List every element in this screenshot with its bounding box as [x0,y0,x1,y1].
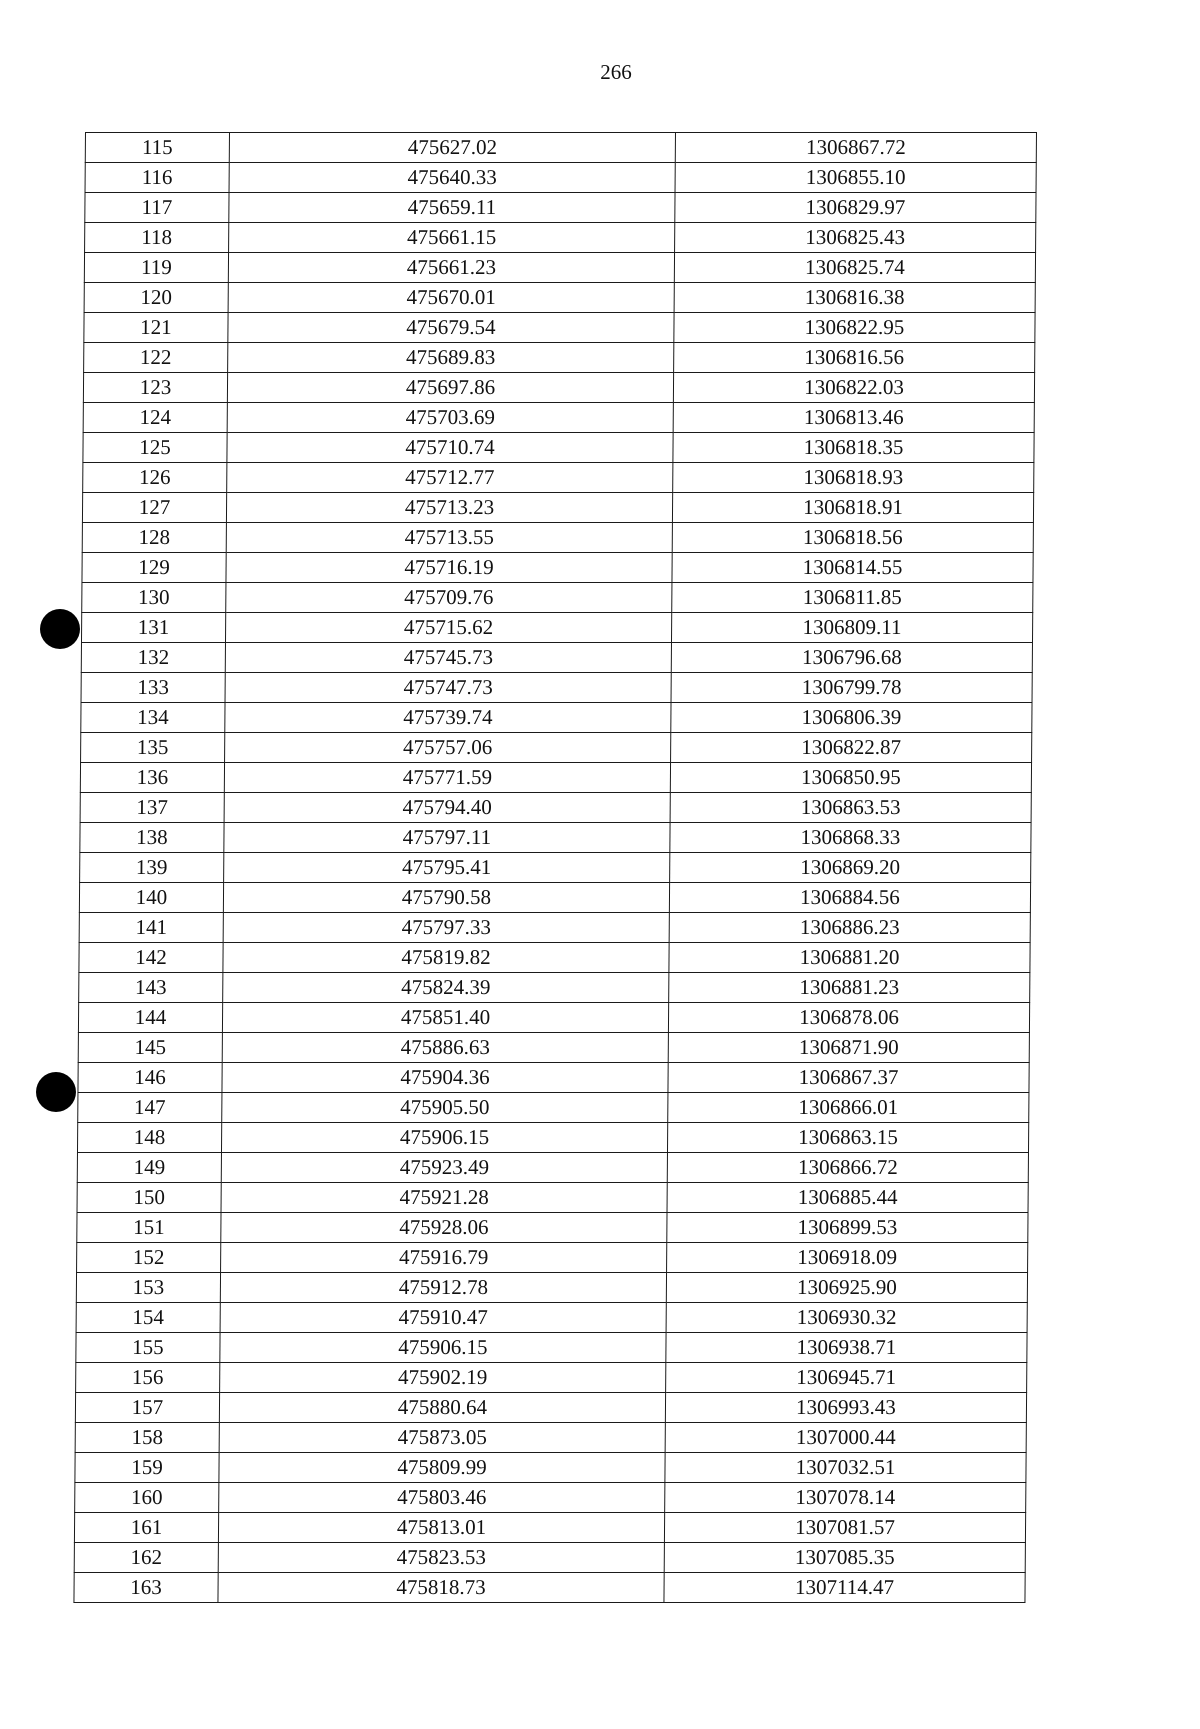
y-coordinate-cell: 1306818.35 [673,433,1034,463]
x-coordinate-cell: 475921.28 [221,1183,667,1213]
y-coordinate-cell: 1306938.71 [666,1333,1027,1363]
table-row [75,1393,1026,1423]
table-row [80,853,1031,883]
point-number-cell: 149 [77,1153,221,1183]
punch-hole [40,609,80,649]
y-coordinate-cell: 1306993.43 [665,1393,1026,1423]
coordinates-table [73,132,1037,1603]
y-coordinate-cell: 1306855.10 [675,163,1036,193]
point-number-cell: 126 [83,463,227,493]
table-row [76,1333,1027,1363]
punch-hole [36,1072,76,1112]
point-number-cell: 117 [85,193,229,223]
point-number-cell: 159 [75,1453,219,1483]
point-number-cell: 144 [78,1003,222,1033]
y-coordinate-cell: 1306818.93 [673,463,1034,493]
y-coordinate-cell: 1306816.56 [674,343,1035,373]
y-coordinate-cell: 1306866.72 [667,1153,1028,1183]
x-coordinate-cell: 475910.47 [220,1303,666,1333]
table-row [80,763,1031,793]
point-number-cell: 129 [82,553,226,583]
y-coordinate-cell: 1306813.46 [673,403,1034,433]
x-coordinate-cell: 475823.53 [218,1543,664,1573]
y-coordinate-cell: 1306814.55 [672,553,1033,583]
point-number-cell: 157 [75,1393,219,1423]
x-coordinate-cell: 475873.05 [219,1423,665,1453]
y-coordinate-cell: 1306796.68 [671,643,1032,673]
point-number-cell: 124 [83,403,227,433]
table-row [81,673,1032,703]
point-number-cell: 115 [85,133,229,163]
x-coordinate-cell: 475818.73 [218,1573,664,1603]
x-coordinate-cell: 475697.86 [227,373,673,403]
x-coordinate-cell: 475880.64 [219,1393,665,1423]
table-row [79,913,1030,943]
table-row [82,583,1033,613]
point-number-cell: 132 [81,643,225,673]
x-coordinate-cell: 475923.49 [221,1153,667,1183]
y-coordinate-cell: 1306829.97 [675,193,1036,223]
x-coordinate-cell: 475906.15 [221,1123,667,1153]
y-coordinate-cell: 1306925.90 [666,1273,1027,1303]
table-row [84,253,1035,283]
table-row [78,1093,1029,1123]
point-number-cell: 128 [82,523,226,553]
table-row [80,823,1031,853]
point-number-cell: 131 [81,613,225,643]
table-row [82,523,1033,553]
table-row [78,1033,1029,1063]
y-coordinate-cell: 1306822.03 [673,373,1034,403]
y-coordinate-cell: 1306867.72 [675,133,1036,163]
x-coordinate-cell: 475679.54 [228,313,674,343]
table-row [78,1063,1029,1093]
point-number-cell: 130 [82,583,226,613]
y-coordinate-cell: 1306918.09 [667,1243,1028,1273]
y-coordinate-cell: 1306871.90 [668,1033,1029,1063]
x-coordinate-cell: 475809.99 [219,1453,665,1483]
table-row [79,943,1030,973]
table-row [84,313,1035,343]
point-number-cell: 123 [83,373,227,403]
y-coordinate-cell: 1306869.20 [670,853,1031,883]
y-coordinate-cell: 1306881.23 [669,973,1030,1003]
x-coordinate-cell: 475928.06 [221,1213,667,1243]
x-coordinate-cell: 475813.01 [218,1513,664,1543]
point-number-cell: 154 [76,1303,220,1333]
table-row [82,493,1033,523]
table-row [75,1423,1026,1453]
y-coordinate-cell: 1306868.33 [670,823,1031,853]
table-row [83,403,1034,433]
y-coordinate-cell: 1306825.74 [674,253,1035,283]
y-coordinate-cell: 1306811.85 [672,583,1033,613]
table-row [79,973,1030,1003]
point-number-cell: 145 [78,1033,222,1063]
x-coordinate-cell: 475790.58 [223,883,669,913]
x-coordinate-cell: 475712.77 [227,463,673,493]
point-number-cell: 133 [81,673,225,703]
point-number-cell: 162 [74,1543,218,1573]
table-row [75,1453,1026,1483]
x-coordinate-cell: 475739.74 [225,703,671,733]
point-number-cell: 140 [79,883,223,913]
y-coordinate-cell: 1306867.37 [668,1063,1029,1093]
table-row [77,1243,1028,1273]
table-row [78,1003,1029,1033]
x-coordinate-cell: 475747.73 [225,673,671,703]
y-coordinate-cell: 1306850.95 [670,763,1031,793]
table-row [83,373,1034,403]
y-coordinate-cell: 1306881.20 [669,943,1030,973]
x-coordinate-cell: 475661.15 [229,223,675,253]
point-number-cell: 155 [76,1333,220,1363]
x-coordinate-cell: 475912.78 [220,1273,666,1303]
x-coordinate-cell: 475689.83 [228,343,674,373]
x-coordinate-cell: 475703.69 [227,403,673,433]
x-coordinate-cell: 475803.46 [219,1483,665,1513]
table-row [76,1363,1027,1393]
table-row [83,463,1034,493]
table-row [81,703,1032,733]
y-coordinate-cell: 1306863.53 [670,793,1031,823]
point-number-cell: 148 [77,1123,221,1153]
y-coordinate-cell: 1306818.56 [672,523,1033,553]
point-number-cell: 135 [81,733,225,763]
x-coordinate-cell: 475771.59 [224,763,670,793]
x-coordinate-cell: 475824.39 [223,973,669,1003]
table-row [84,283,1035,313]
table-row [77,1183,1028,1213]
y-coordinate-cell: 1306822.87 [671,733,1032,763]
x-coordinate-cell: 475905.50 [222,1093,668,1123]
page-number: 266 [600,60,632,84]
y-coordinate-cell: 1307000.44 [665,1423,1026,1453]
point-number-cell: 147 [78,1093,222,1123]
x-coordinate-cell: 475757.06 [225,733,671,763]
table-row [79,883,1030,913]
y-coordinate-cell: 1307078.14 [665,1483,1026,1513]
point-number-cell: 152 [77,1243,221,1273]
table-row [82,553,1033,583]
point-number-cell: 116 [85,163,229,193]
y-coordinate-cell: 1306822.95 [674,313,1035,343]
table-row [85,223,1036,253]
table-row [74,1543,1025,1573]
point-number-cell: 122 [84,343,228,373]
point-number-cell: 150 [77,1183,221,1213]
x-coordinate-cell: 475904.36 [222,1063,668,1093]
table-row [76,1303,1027,1333]
y-coordinate-cell: 1306884.56 [669,883,1030,913]
x-coordinate-cell: 475794.40 [224,793,670,823]
point-number-cell: 160 [75,1483,219,1513]
x-coordinate-cell: 475916.79 [221,1243,667,1273]
point-number-cell: 137 [80,793,224,823]
table-row [75,1483,1026,1513]
point-number-cell: 138 [80,823,224,853]
point-number-cell: 153 [76,1273,220,1303]
point-number-cell: 134 [81,703,225,733]
table-row [77,1123,1028,1153]
x-coordinate-cell: 475795.41 [224,853,670,883]
table-row [81,613,1032,643]
y-coordinate-cell: 1306818.91 [672,493,1033,523]
table-row [80,793,1031,823]
y-coordinate-cell: 1306863.15 [667,1123,1028,1153]
y-coordinate-cell: 1306806.39 [671,703,1032,733]
y-coordinate-cell: 1306816.38 [674,283,1035,313]
table-row [77,1153,1028,1183]
point-number-cell: 121 [84,313,228,343]
y-coordinate-cell: 1307114.47 [664,1573,1025,1603]
y-coordinate-cell: 1306886.23 [669,913,1030,943]
x-coordinate-cell: 475713.23 [226,493,672,523]
table-row [81,643,1032,673]
table-row [81,733,1032,763]
point-number-cell: 158 [75,1423,219,1453]
point-number-cell: 127 [82,493,226,523]
point-number-cell: 136 [80,763,224,793]
x-coordinate-cell: 475661.23 [228,253,674,283]
point-number-cell: 141 [79,913,223,943]
table-row [74,1573,1025,1603]
x-coordinate-cell: 475627.02 [229,133,675,163]
y-coordinate-cell: 1307085.35 [664,1543,1025,1573]
point-number-cell: 139 [80,853,224,883]
table-row [85,163,1036,193]
point-number-cell: 163 [74,1573,218,1603]
coordinates-table-body [74,133,1037,1603]
x-coordinate-cell: 475902.19 [220,1363,666,1393]
y-coordinate-cell: 1306866.01 [668,1093,1029,1123]
table-row [77,1213,1028,1243]
y-coordinate-cell: 1306809.11 [671,613,1032,643]
y-coordinate-cell: 1306799.78 [671,673,1032,703]
x-coordinate-cell: 475715.62 [225,613,671,643]
point-number-cell: 125 [83,433,227,463]
point-number-cell: 151 [77,1213,221,1243]
x-coordinate-cell: 475819.82 [223,943,669,973]
x-coordinate-cell: 475851.40 [222,1003,668,1033]
point-number-cell: 161 [74,1513,218,1543]
x-coordinate-cell: 475659.11 [229,193,675,223]
y-coordinate-cell: 1306825.43 [675,223,1036,253]
point-number-cell: 146 [78,1063,222,1093]
point-number-cell: 143 [79,973,223,1003]
point-number-cell: 142 [79,943,223,973]
x-coordinate-cell: 475797.11 [224,823,670,853]
point-number-cell: 156 [76,1363,220,1393]
point-number-cell: 118 [85,223,229,253]
y-coordinate-cell: 1306885.44 [667,1183,1028,1213]
y-coordinate-cell: 1306945.71 [666,1363,1027,1393]
y-coordinate-cell: 1306878.06 [668,1003,1029,1033]
x-coordinate-cell: 475709.76 [226,583,672,613]
table-row [74,1513,1025,1543]
x-coordinate-cell: 475797.33 [223,913,669,943]
table-row [85,133,1036,163]
y-coordinate-cell: 1306930.32 [666,1303,1027,1333]
y-coordinate-cell: 1307032.51 [665,1453,1026,1483]
x-coordinate-cell: 475716.19 [226,553,672,583]
table-row [83,433,1034,463]
x-coordinate-cell: 475640.33 [229,163,675,193]
point-number-cell: 120 [84,283,228,313]
x-coordinate-cell: 475713.55 [226,523,672,553]
x-coordinate-cell: 475886.63 [222,1033,668,1063]
x-coordinate-cell: 475906.15 [220,1333,666,1363]
y-coordinate-cell: 1306899.53 [667,1213,1028,1243]
table-row [84,343,1035,373]
x-coordinate-cell: 475745.73 [225,643,671,673]
y-coordinate-cell: 1307081.57 [664,1513,1025,1543]
table-row [85,193,1036,223]
point-number-cell: 119 [84,253,228,283]
x-coordinate-cell: 475710.74 [227,433,673,463]
table-row [76,1273,1027,1303]
x-coordinate-cell: 475670.01 [228,283,674,313]
